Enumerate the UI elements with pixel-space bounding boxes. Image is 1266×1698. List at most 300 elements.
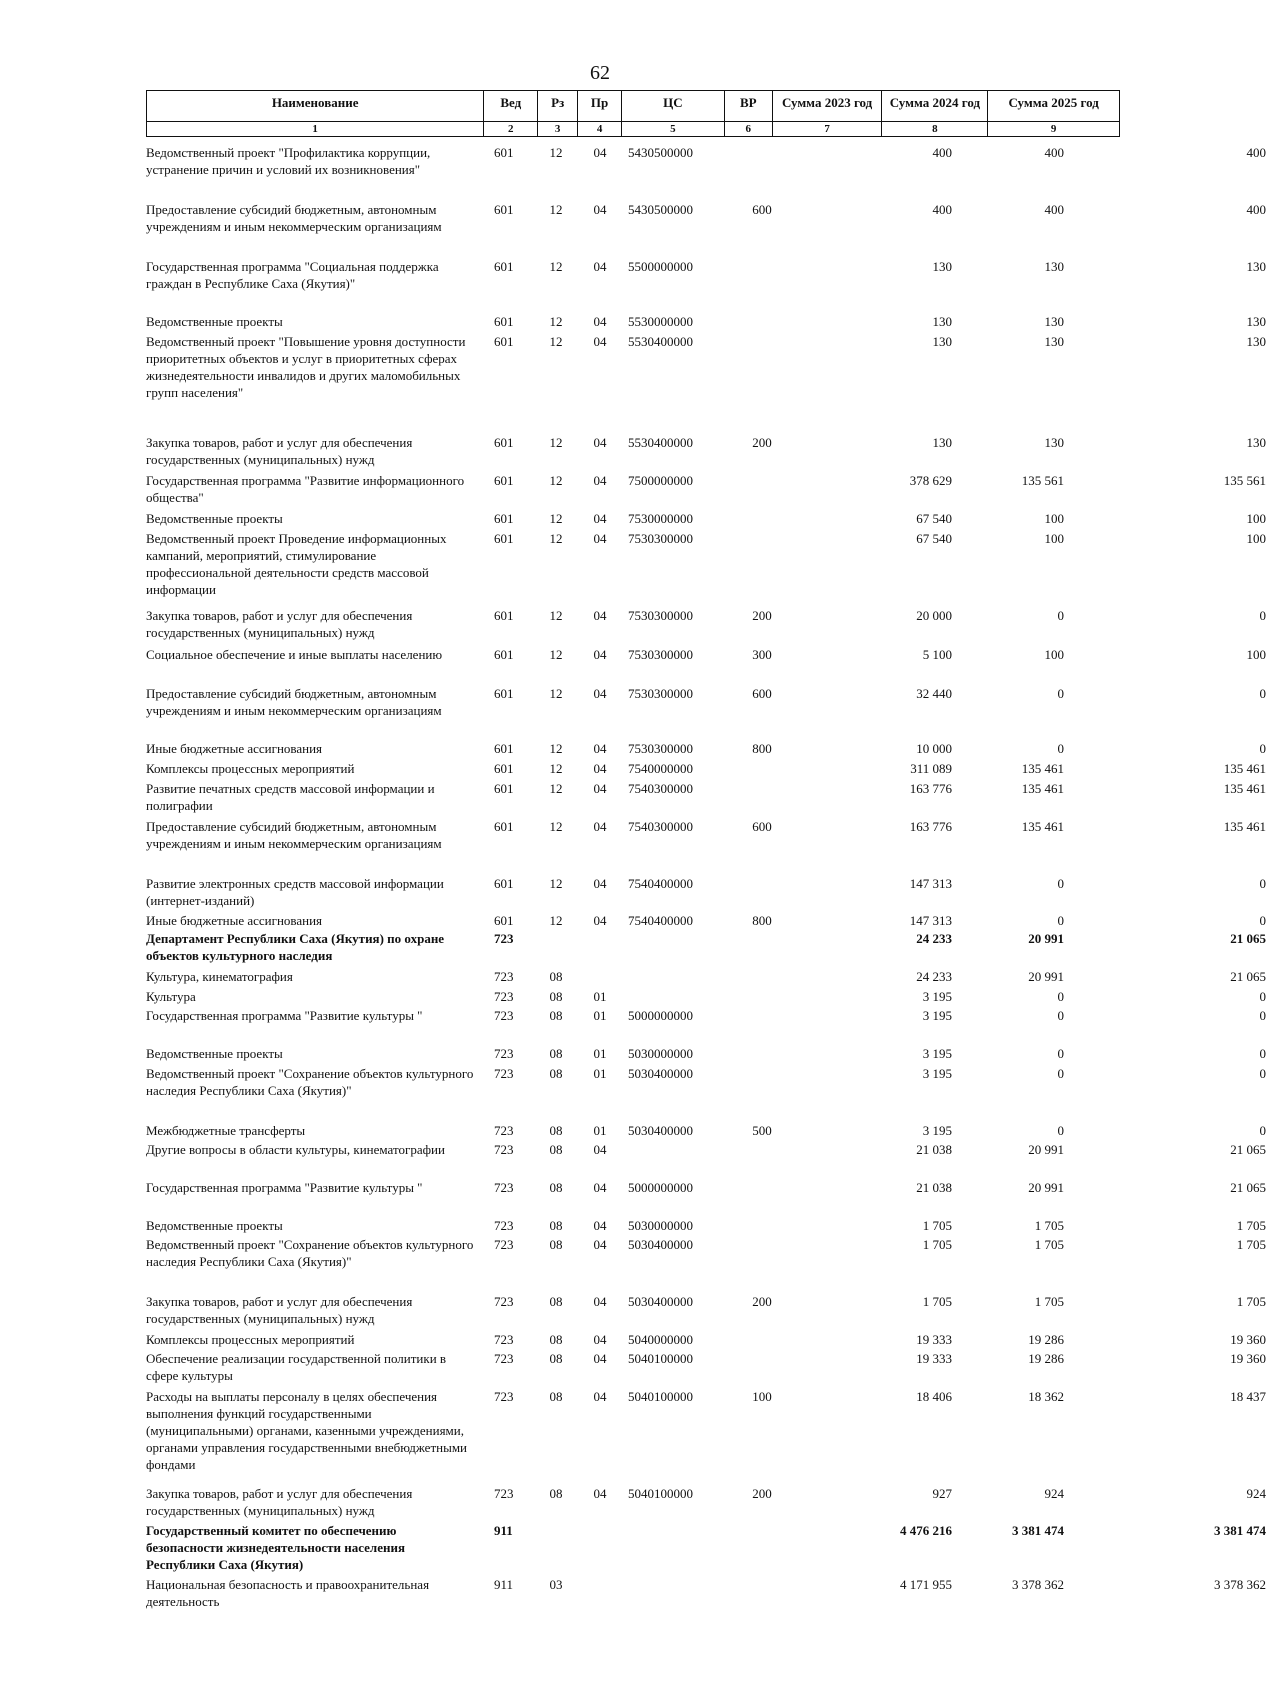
cell-pr: 04 xyxy=(593,1294,607,1309)
cell-pr: 04 xyxy=(593,741,607,756)
cell-cs: 5000000000 xyxy=(628,1180,693,1195)
cell-s2023: 3 195 xyxy=(922,1008,952,1023)
cell-s2023: 378 629 xyxy=(909,473,952,488)
column-number: 2 xyxy=(484,122,538,136)
cell-name: Другие вопросы в области культуры, кинематографии xyxy=(146,1142,445,1157)
cell-s2024: 130 xyxy=(1044,435,1064,450)
cell-cs: 7540300000 xyxy=(628,819,693,834)
cell-cs: 7500000000 xyxy=(628,473,693,488)
cell-s2024: 0 xyxy=(1057,913,1064,928)
cell-ved: 601 xyxy=(494,511,514,526)
cell-rz: 12 xyxy=(549,145,563,160)
cell-s2023: 18 406 xyxy=(916,1389,952,1404)
cell-s2025: 924 xyxy=(1246,1486,1266,1501)
cell-s2025: 130 xyxy=(1246,314,1266,329)
cell-s2024: 100 xyxy=(1044,531,1064,546)
cell-pr: 04 xyxy=(593,334,607,349)
cell-s2025: 0 xyxy=(1259,1123,1266,1138)
cell-rz: 12 xyxy=(549,781,563,796)
cell-pr: 04 xyxy=(593,473,607,488)
header-titles xyxy=(146,90,1120,122)
cell-name: Развитие электронных средств массовой информации (интернет-изданий) xyxy=(146,876,444,908)
cell-pr: 04 xyxy=(593,1142,607,1157)
header-ved: Вед xyxy=(484,91,538,122)
cell-s2023: 130 xyxy=(932,259,952,274)
cell-vr: 100 xyxy=(752,1389,772,1404)
column-number: 9 xyxy=(1050,123,1057,135)
cell-ved: 601 xyxy=(494,314,514,329)
cell-ved: 723 xyxy=(494,1294,514,1309)
cell-rz: 12 xyxy=(549,761,563,776)
cell-vr: 200 xyxy=(752,608,772,623)
cell-rz: 08 xyxy=(549,1180,563,1195)
cell-s2023: 67 540 xyxy=(916,531,952,546)
cell-cs: 5530400000 xyxy=(628,334,693,349)
cell-s2024: 0 xyxy=(1057,1066,1064,1081)
cell-s2024: 0 xyxy=(1057,876,1064,891)
cell-name: Межбюджетные трансферты xyxy=(146,1123,306,1138)
cell-s2025: 400 xyxy=(1246,202,1266,217)
cell-rz: 08 xyxy=(549,1008,563,1023)
cell-cs: 5430500000 xyxy=(628,145,693,160)
cell-s2024: 0 xyxy=(1057,1008,1064,1023)
cell-pr: 04 xyxy=(593,608,607,623)
column-number: 3 xyxy=(538,122,578,136)
cell-cs: 5000000000 xyxy=(628,1008,693,1023)
cell-s2024: 0 xyxy=(1057,989,1064,1004)
cell-cs: 5040100000 xyxy=(628,1486,693,1501)
cell-cs: 7530300000 xyxy=(628,608,693,623)
cell-cs: 5500000000 xyxy=(628,259,693,274)
cell-pr: 04 xyxy=(593,259,607,274)
cell-s2023: 163 776 xyxy=(909,819,952,834)
cell-s2023: 130 xyxy=(932,314,952,329)
cell-pr: 04 xyxy=(593,1351,607,1366)
cell-s2025: 0 xyxy=(1259,876,1266,891)
cell-vr: 800 xyxy=(752,913,772,928)
cell-s2025: 135 461 xyxy=(1223,819,1266,834)
cell-cs: 5030000000 xyxy=(628,1218,693,1233)
cell-vr: 200 xyxy=(752,1294,772,1309)
cell-s2023: 163 776 xyxy=(909,781,952,796)
cell-pr: 04 xyxy=(593,1389,607,1404)
cell-s2025: 0 xyxy=(1259,1066,1266,1081)
cell-s2023: 311 089 xyxy=(910,761,952,776)
cell-ved: 723 xyxy=(494,931,514,946)
column-number: 7 xyxy=(773,122,883,136)
cell-rz: 12 xyxy=(549,819,563,834)
cell-s2024: 130 xyxy=(1044,314,1064,329)
cell-rz: 08 xyxy=(549,1351,563,1366)
cell-s2025: 3 381 474 xyxy=(1214,1523,1266,1538)
cell-rz: 12 xyxy=(549,314,563,329)
cell-s2025: 19 360 xyxy=(1230,1351,1266,1366)
cell-s2025: 0 xyxy=(1259,1008,1266,1023)
cell-rz: 08 xyxy=(549,1237,563,1252)
cell-s2025: 0 xyxy=(1259,741,1266,756)
cell-pr: 04 xyxy=(593,781,607,796)
cell-s2025: 21 065 xyxy=(1230,1180,1266,1195)
cell-s2023: 32 440 xyxy=(916,686,952,701)
cell-s2023: 1 705 xyxy=(922,1237,952,1252)
header-vr: ВР xyxy=(725,91,773,122)
cell-s2024: 1 705 xyxy=(1034,1237,1064,1252)
cell-s2025: 130 xyxy=(1246,259,1266,274)
cell-s2025: 18 437 xyxy=(1230,1389,1266,1404)
cell-name: Развитие печатных средств массовой информации и полиграфии xyxy=(146,781,435,813)
cell-ved: 723 xyxy=(494,1008,514,1023)
cell-s2023: 3 195 xyxy=(922,989,952,1004)
cell-cs: 5030400000 xyxy=(628,1237,693,1252)
cell-pr: 04 xyxy=(593,876,607,891)
cell-s2023: 20 000 xyxy=(916,608,952,623)
cell-name: Государственная программа "Развитие культуры " xyxy=(146,1008,423,1023)
cell-pr: 01 xyxy=(593,1066,607,1081)
cell-ved: 723 xyxy=(494,1486,514,1501)
cell-s2024: 400 xyxy=(1044,145,1064,160)
cell-pr: 04 xyxy=(593,761,607,776)
cell-name: Ведомственные проекты xyxy=(146,314,283,329)
header-column-numbers xyxy=(146,121,1120,137)
cell-vr: 200 xyxy=(752,435,772,450)
cell-s2023: 21 038 xyxy=(916,1142,952,1157)
cell-s2024: 100 xyxy=(1044,511,1064,526)
cell-ved: 723 xyxy=(494,1218,514,1233)
cell-name: Ведомственный проект "Сохранение объектов культурного наследия Республики Саха (Якутия)" xyxy=(146,1237,474,1269)
cell-ved: 601 xyxy=(494,145,514,160)
cell-s2025: 0 xyxy=(1259,1046,1266,1061)
cell-s2023: 130 xyxy=(932,334,952,349)
cell-s2025: 135 561 xyxy=(1223,473,1266,488)
cell-s2023: 19 333 xyxy=(916,1332,952,1347)
cell-s2023: 5 100 xyxy=(922,647,952,662)
cell-pr: 04 xyxy=(593,314,607,329)
cell-name: Предоставление субсидий бюджетным, автономным учреждениям и иным некоммерческим организациям xyxy=(146,819,442,851)
cell-ved: 723 xyxy=(494,1046,514,1061)
cell-ved: 601 xyxy=(494,473,514,488)
cell-s2025: 0 xyxy=(1259,608,1266,623)
cell-ved: 601 xyxy=(494,741,514,756)
cell-s2023: 147 313 xyxy=(909,876,952,891)
cell-rz: 12 xyxy=(549,686,563,701)
cell-ved: 723 xyxy=(494,1123,514,1138)
cell-ved: 723 xyxy=(494,1237,514,1252)
cell-pr: 01 xyxy=(593,1123,607,1138)
cell-name: Ведомственный проект "Повышение уровня доступности приоритетных объектов и услуг в приоритетных сферах жизнедеятельности инвалидов и других маломобильных групп населения" xyxy=(146,334,466,400)
cell-name: Культура xyxy=(146,989,196,1004)
cell-cs: 7530300000 xyxy=(628,647,693,662)
cell-ved: 601 xyxy=(494,781,514,796)
cell-name: Предоставление субсидий бюджетным, автономным учреждениям и иным некоммерческим организациям xyxy=(146,202,442,234)
cell-s2024: 19 286 xyxy=(1028,1332,1064,1347)
cell-rz: 08 xyxy=(549,989,563,1004)
header-sum-2024: Сумма 2024 год xyxy=(882,91,988,122)
cell-s2025: 100 xyxy=(1246,511,1266,526)
cell-rz: 12 xyxy=(549,647,563,662)
cell-ved: 601 xyxy=(494,259,514,274)
cell-s2025: 1 705 xyxy=(1236,1237,1266,1252)
cell-name: Иные бюджетные ассигнования xyxy=(146,741,323,756)
cell-pr: 04 xyxy=(593,202,607,217)
cell-s2023: 67 540 xyxy=(916,511,952,526)
cell-s2024: 130 xyxy=(1044,334,1064,349)
cell-s2023: 1 705 xyxy=(922,1294,952,1309)
cell-ved: 911 xyxy=(494,1577,514,1592)
cell-vr: 300 xyxy=(752,647,772,662)
cell-s2024: 20 991 xyxy=(1028,1180,1064,1195)
cell-name: Государственная программа "Развитие информационного общества" xyxy=(146,473,465,505)
cell-ved: 723 xyxy=(494,989,514,1004)
cell-s2023: 24 233 xyxy=(916,931,952,946)
cell-name: Закупка товаров, работ и услуг для обеспечения государственных (муниципальных) нужд xyxy=(146,435,413,467)
cell-cs: 5530000000 xyxy=(628,314,693,329)
cell-name: Закупка товаров, работ и услуг для обеспечения государственных (муниципальных) нужд xyxy=(146,1486,413,1518)
cell-name: Ведомственный проект "Профилактика коррупции, устранение причин и условий их возникновения" xyxy=(146,145,431,177)
cell-s2023: 4 171 955 xyxy=(900,1577,952,1592)
cell-pr: 04 xyxy=(593,531,607,546)
cell-name: Ведомственный проект "Сохранение объектов культурного наследия Республики Саха (Якутия)" xyxy=(146,1066,474,1098)
cell-ved: 601 xyxy=(494,531,514,546)
cell-s2025: 130 xyxy=(1246,334,1266,349)
cell-s2024: 0 xyxy=(1057,608,1064,623)
cell-rz: 03 xyxy=(549,1577,563,1592)
cell-s2025: 400 xyxy=(1246,145,1266,160)
cell-s2025: 100 xyxy=(1246,531,1266,546)
cell-rz: 12 xyxy=(549,876,563,891)
cell-s2024: 135 561 xyxy=(1021,473,1064,488)
cell-vr: 500 xyxy=(752,1123,772,1138)
header-name: Наименование xyxy=(147,91,484,122)
cell-ved: 723 xyxy=(494,1389,514,1404)
cell-s2023: 3 195 xyxy=(922,1066,952,1081)
cell-name: Государственный комитет по обеспечению безопасности жизнедеятельности населения Республики Саха (Якутия) xyxy=(146,1523,405,1572)
header-pr: Пр xyxy=(578,91,622,122)
cell-name: Расходы на выплаты персоналу в целях обеспечения выполнения функций государственными (муниципальными) органами, казенными учреждениями, органами управления государственными внебюджетными фондами xyxy=(146,1389,468,1472)
header-sum-2023: Сумма 2023 год xyxy=(773,91,883,122)
cell-s2023: 400 xyxy=(932,145,952,160)
cell-name: Иные бюджетные ассигнования xyxy=(146,913,323,928)
cell-s2025: 100 xyxy=(1246,647,1266,662)
cell-s2025: 0 xyxy=(1259,989,1266,1004)
cell-ved: 723 xyxy=(494,969,514,984)
cell-s2025: 3 378 362 xyxy=(1214,1577,1266,1592)
cell-cs: 5040100000 xyxy=(628,1389,693,1404)
cell-s2024: 400 xyxy=(1044,202,1064,217)
cell-rz: 08 xyxy=(549,1294,563,1309)
cell-rz: 12 xyxy=(549,608,563,623)
cell-cs: 5030000000 xyxy=(628,1046,693,1061)
cell-vr: 600 xyxy=(752,819,772,834)
cell-pr: 04 xyxy=(593,686,607,701)
cell-s2024: 0 xyxy=(1057,741,1064,756)
cell-pr: 04 xyxy=(593,1218,607,1233)
cell-s2024: 135 461 xyxy=(1021,781,1064,796)
cell-s2025: 21 065 xyxy=(1230,969,1266,984)
cell-s2025: 21 065 xyxy=(1230,931,1266,946)
cell-rz: 08 xyxy=(549,1389,563,1404)
cell-rz: 12 xyxy=(549,531,563,546)
cell-name: Культура, кинематография xyxy=(146,969,293,984)
column-number: 6 xyxy=(725,122,773,136)
cell-name: Ведомственные проекты xyxy=(146,1218,283,1233)
cell-cs: 5530400000 xyxy=(628,435,693,450)
cell-cs: 7530300000 xyxy=(628,531,693,546)
cell-name: Департамент Республики Саха (Якутия) по охране объектов культурного наследия xyxy=(146,931,445,963)
cell-s2024: 3 381 474 xyxy=(1012,1523,1064,1538)
table-header xyxy=(146,90,1120,136)
cell-s2024: 18 362 xyxy=(1028,1389,1064,1404)
cell-name: Обеспечение реализации государственной политики в сфере культуры xyxy=(146,1351,447,1383)
cell-cs: 5030400000 xyxy=(628,1294,693,1309)
column-number: 5 xyxy=(622,122,725,136)
cell-s2025: 130 xyxy=(1246,435,1266,450)
page-number: 62 xyxy=(590,62,610,84)
cell-name: Комплексы процессных мероприятий xyxy=(146,761,355,776)
cell-ved: 601 xyxy=(494,608,514,623)
cell-rz: 12 xyxy=(549,511,563,526)
cell-name: Социальное обеспечение и иные выплаты населению xyxy=(146,647,443,662)
cell-rz: 12 xyxy=(549,913,563,928)
cell-vr: 200 xyxy=(752,1486,772,1501)
cell-vr: 800 xyxy=(752,741,772,756)
cell-name: Ведомственные проекты xyxy=(146,511,283,526)
cell-cs: 5040100000 xyxy=(628,1351,693,1366)
cell-s2023: 400 xyxy=(932,202,952,217)
header-cs: ЦС xyxy=(622,91,725,122)
cell-pr: 04 xyxy=(593,1332,607,1347)
cell-pr: 04 xyxy=(593,819,607,834)
cell-pr: 04 xyxy=(593,1237,607,1252)
cell-pr: 01 xyxy=(593,1046,607,1061)
cell-ved: 601 xyxy=(494,913,514,928)
cell-ved: 723 xyxy=(494,1332,514,1347)
cell-s2023: 1 705 xyxy=(922,1218,952,1233)
cell-cs: 7540300000 xyxy=(628,781,693,796)
cell-pr: 04 xyxy=(593,1486,607,1501)
cell-pr: 01 xyxy=(593,989,607,1004)
cell-rz: 12 xyxy=(549,741,563,756)
cell-pr: 04 xyxy=(593,647,607,662)
cell-rz: 12 xyxy=(549,473,563,488)
cell-name: Закупка товаров, работ и услуг для обеспечения государственных (муниципальных) нужд xyxy=(146,1294,413,1326)
cell-ved: 601 xyxy=(494,334,514,349)
cell-s2024: 100 xyxy=(1044,647,1064,662)
cell-s2024: 924 xyxy=(1044,1486,1064,1501)
cell-name: Комплексы процессных мероприятий xyxy=(146,1332,355,1347)
cell-cs: 7530300000 xyxy=(628,686,693,701)
column-number: 8 xyxy=(882,122,988,136)
cell-s2024: 20 991 xyxy=(1028,931,1064,946)
cell-pr: 04 xyxy=(593,1180,607,1195)
cell-cs: 7540400000 xyxy=(628,913,693,928)
cell-ved: 601 xyxy=(494,435,514,450)
cell-s2023: 3 195 xyxy=(922,1123,952,1138)
cell-s2024: 0 xyxy=(1057,1046,1064,1061)
cell-vr: 600 xyxy=(752,686,772,701)
cell-s2025: 135 461 xyxy=(1223,781,1266,796)
cell-s2023: 24 233 xyxy=(916,969,952,984)
cell-s2023: 19 333 xyxy=(916,1351,952,1366)
cell-cs: 5040000000 xyxy=(628,1332,693,1347)
cell-name: Ведомственные проекты xyxy=(146,1046,283,1061)
cell-s2025: 1 705 xyxy=(1236,1218,1266,1233)
cell-ved: 601 xyxy=(494,202,514,217)
cell-s2023: 10 000 xyxy=(916,741,952,756)
cell-s2024: 135 461 xyxy=(1021,761,1064,776)
cell-s2025: 135 461 xyxy=(1223,761,1266,776)
cell-name: Национальная безопасность и правоохранительная деятельность xyxy=(146,1577,430,1609)
cell-cs: 7530300000 xyxy=(628,741,693,756)
cell-name: Ведомственный проект Проведение информационных кампаний, мероприятий, стимулирование профессиональной деятельности средств массовой информации xyxy=(146,531,447,597)
cell-ved: 911 xyxy=(494,1523,513,1538)
cell-rz: 08 xyxy=(549,1218,563,1233)
cell-rz: 08 xyxy=(549,1123,563,1138)
cell-ved: 723 xyxy=(494,1351,514,1366)
cell-cs: 5030400000 xyxy=(628,1066,693,1081)
cell-pr: 04 xyxy=(593,435,607,450)
cell-name: Государственная программа "Развитие культуры " xyxy=(146,1180,423,1195)
cell-rz: 12 xyxy=(549,259,563,274)
cell-pr: 01 xyxy=(593,1008,607,1023)
cell-pr: 04 xyxy=(593,145,607,160)
cell-rz: 08 xyxy=(549,969,563,984)
cell-ved: 601 xyxy=(494,686,514,701)
cell-s2023: 4 476 216 xyxy=(900,1523,952,1538)
cell-s2024: 0 xyxy=(1057,1123,1064,1138)
cell-rz: 08 xyxy=(549,1066,563,1081)
cell-rz: 12 xyxy=(549,202,563,217)
header-sum-2025: Сумма 2025 год xyxy=(1008,95,1099,110)
cell-rz: 08 xyxy=(549,1486,563,1501)
cell-s2023: 147 313 xyxy=(909,913,952,928)
cell-pr: 04 xyxy=(593,511,607,526)
cell-rz: 08 xyxy=(549,1046,563,1061)
cell-s2025: 21 065 xyxy=(1230,1142,1266,1157)
cell-ved: 601 xyxy=(494,876,514,891)
cell-s2023: 3 195 xyxy=(922,1046,952,1061)
cell-name: Государственная программа "Социальная поддержка граждан в Республике Саха (Якутия)" xyxy=(146,259,439,291)
cell-s2023: 130 xyxy=(932,435,952,450)
cell-s2025: 1 705 xyxy=(1236,1294,1266,1309)
cell-ved: 601 xyxy=(494,647,514,662)
cell-cs: 7540400000 xyxy=(628,876,693,891)
cell-rz: 12 xyxy=(549,435,563,450)
cell-ved: 723 xyxy=(494,1142,514,1157)
cell-cs: 5030400000 xyxy=(628,1123,693,1138)
cell-s2025: 0 xyxy=(1259,686,1266,701)
column-number: 1 xyxy=(147,122,484,136)
cell-vr: 600 xyxy=(752,202,772,217)
cell-s2024: 130 xyxy=(1044,259,1064,274)
cell-ved: 723 xyxy=(494,1066,514,1081)
cell-rz: 08 xyxy=(549,1332,563,1347)
cell-pr: 04 xyxy=(593,913,607,928)
cell-s2023: 927 xyxy=(932,1486,952,1501)
cell-name: Предоставление субсидий бюджетным, автономным учреждениям и иным некоммерческим организациям xyxy=(146,686,442,718)
cell-cs: 5430500000 xyxy=(628,202,693,217)
cell-s2024: 0 xyxy=(1057,686,1064,701)
cell-s2025: 0 xyxy=(1259,913,1266,928)
cell-cs: 7540000000 xyxy=(628,761,693,776)
cell-cs: 7530000000 xyxy=(628,511,693,526)
cell-ved: 723 xyxy=(494,1180,514,1195)
cell-s2024: 1 705 xyxy=(1034,1218,1064,1233)
cell-rz: 08 xyxy=(549,1142,563,1157)
column-number: 4 xyxy=(578,122,622,136)
cell-s2024: 3 378 362 xyxy=(1012,1577,1064,1592)
cell-ved: 601 xyxy=(494,819,514,834)
cell-s2024: 19 286 xyxy=(1028,1351,1064,1366)
